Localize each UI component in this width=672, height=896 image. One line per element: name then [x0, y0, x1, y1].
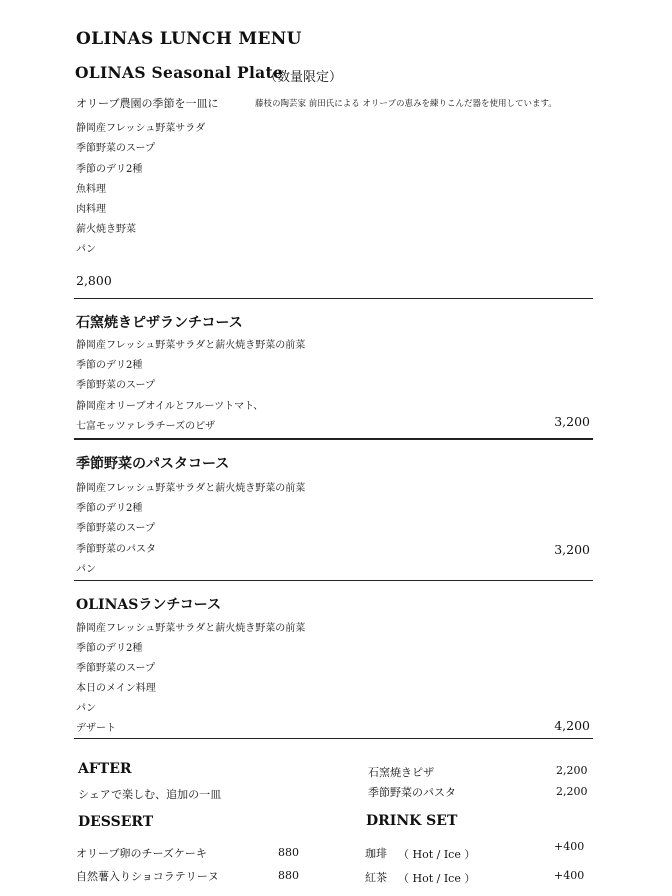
dessert-heading: DESSERT — [78, 814, 154, 830]
seasonal-plate-name: OLINAS Seasonal Plate — [75, 63, 284, 82]
divider — [74, 738, 593, 739]
olinas-course-name: OLINASランチコース — [76, 597, 222, 613]
drink-item-name: 珈琲 — [365, 847, 387, 860]
pasta-course-item: 季節野菜のスープ — [76, 523, 155, 534]
seasonal-plate-price: 2,800 — [76, 273, 112, 288]
seasonal-item: 肉料理 — [76, 204, 106, 215]
seasonal-item: 魚料理 — [76, 184, 106, 195]
olinas-course-item: 本日のメイン料理 — [76, 683, 156, 694]
drink-set-heading: DRINK SET — [366, 813, 458, 829]
pasta-course-item: 静岡産フレッシュ野菜サラダと薪火焼き野菜の前菜 — [76, 483, 306, 494]
after-heading: AFTER — [78, 761, 132, 777]
dessert-item-price: 880 — [278, 869, 299, 882]
divider — [74, 298, 593, 299]
after-item-name: 季節野菜のパスタ — [368, 786, 456, 799]
seasonal-item: パン — [76, 244, 96, 255]
pasta-course-name: 季節野菜のパスタコース — [76, 456, 230, 472]
seasonal-plate-credit: 藤枝の陶芸家 前田氏による オリーブの恵みを練りこんだ器を使用しています。 — [255, 99, 557, 109]
pizza-course-item: 静岡産オリーブオイルとフルーツトマト、 — [76, 401, 264, 412]
divider — [74, 438, 593, 440]
olinas-course-item: 季節のデリ2種 — [76, 643, 143, 654]
divider — [74, 580, 593, 581]
page-title: OLINAS LUNCH MENU — [76, 29, 302, 49]
pasta-course-item: 季節のデリ2種 — [76, 503, 143, 514]
drink-item-price: +400 — [554, 840, 585, 853]
seasonal-item: 薪火焼き野菜 — [76, 224, 136, 235]
drink-item-price: +400 — [554, 869, 585, 882]
pizza-course-price: 3,200 — [554, 414, 590, 429]
after-item-price: 2,200 — [556, 764, 588, 777]
pasta-course-price: 3,200 — [554, 542, 590, 557]
pasta-course-item: パン — [76, 564, 96, 575]
olinas-course-item: パン — [76, 703, 96, 714]
pizza-course-item: 七富モッツァレラチーズのピザ — [76, 421, 216, 432]
pasta-course-item: 季節野菜のパスタ — [76, 544, 156, 555]
pizza-course-item: 季節のデリ2種 — [76, 360, 143, 371]
pizza-course-name: 石窯焼きピザランチコース — [76, 315, 243, 331]
drink-item-name: 紅茶 — [365, 871, 387, 884]
drink-item-option: （ Hot / Ice ） — [398, 848, 476, 861]
dessert-item-name: 自然薯入りショコラテリーヌ — [76, 870, 219, 883]
olinas-course-item: デザート — [76, 723, 116, 734]
seasonal-plate-note: （数量限定） — [264, 70, 343, 85]
after-item-price: 2,200 — [556, 785, 588, 798]
drink-item-option: （ Hot / Ice ） — [398, 872, 476, 885]
olinas-course-item: 静岡産フレッシュ野菜サラダと薪火焼き野菜の前菜 — [76, 623, 306, 634]
after-description: シェアで楽しむ、追加の一皿 — [78, 788, 222, 801]
dessert-item-price: 880 — [278, 846, 299, 859]
seasonal-item: 静岡産フレッシュ野菜サラダ — [76, 123, 206, 134]
pizza-course-item: 季節野菜のスープ — [76, 380, 155, 391]
olinas-course-item: 季節野菜のスープ — [76, 663, 155, 674]
seasonal-plate-intro: オリーブ農園の季節を一皿に — [76, 97, 219, 110]
dessert-item-name: オリーブ卵のチーズケーキ — [76, 847, 207, 860]
seasonal-item: 季節のデリ2種 — [76, 164, 143, 175]
seasonal-item: 季節野菜のスープ — [76, 143, 155, 154]
olinas-course-price: 4,200 — [554, 718, 590, 733]
after-item-name: 石窯焼きピザ — [368, 766, 434, 779]
pizza-course-item: 静岡産フレッシュ野菜サラダと薪火焼き野菜の前菜 — [76, 340, 306, 351]
